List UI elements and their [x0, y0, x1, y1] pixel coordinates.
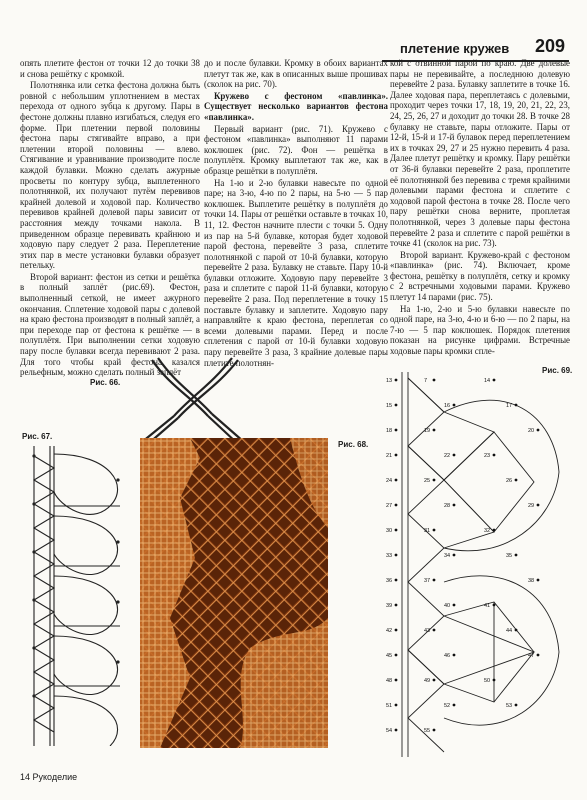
pricking-number: 41 — [484, 603, 491, 609]
pricking-number: 29 — [528, 503, 535, 509]
figure-68-lace-photo — [140, 438, 328, 748]
pricking-number: 25 — [424, 478, 431, 484]
pricking-number: 36 — [386, 578, 393, 584]
pin-hole-dot — [493, 679, 496, 682]
pricking-number: 32 — [484, 528, 491, 534]
pricking-number: 47 — [528, 653, 535, 659]
pin-hole-dot — [395, 679, 398, 682]
pin-hole-dot — [433, 629, 436, 632]
pin-hole-dot — [395, 704, 398, 707]
pricking-number: 49 — [424, 678, 431, 684]
pricking-number: 48 — [386, 678, 393, 684]
pricking-number: 28 — [444, 503, 451, 509]
pin-hole-dot — [395, 654, 398, 657]
page-header — [382, 38, 569, 58]
pin-hole-dot — [433, 479, 436, 482]
paragraph: Полотнянка или сетка фестона должна быть ровной с небольшим уплотнением в местах перехода от одного зубца к другому. Пары в фестоне должны плавно изгибаться, следуя его форме. При плетении первой половины фестона пары стягивайте вправо, а при плетении второй половины — влево. Стягивание и уравнивание производите после каждой булавки. Можно сделать ажурные просветы по контуру зубца, выплетенного полотнянкой, их получают путём перевивов крайней долевой и ходовой пар. Количество перевивов крайней долевой пары зависит от расстояния между точками накола. В приведенном образце перевивать крайнюю и ходовую пару следует 2 раза. Переплетение этих пар в месте установки булавки образует петельку. — [20, 80, 200, 271]
pin-hole-dot — [453, 604, 456, 607]
pin-hole-dot — [515, 404, 518, 407]
pricking-number: 30 — [386, 528, 393, 534]
pricking-number: 52 — [444, 703, 451, 709]
pricking-number: 43 — [424, 628, 431, 634]
pricking-number: 7 — [424, 378, 428, 384]
pin-hole-dot — [433, 379, 436, 382]
pricking-number: 38 — [528, 578, 535, 584]
pin-hole-dot — [453, 654, 456, 657]
pin-hole-dot — [395, 504, 398, 507]
pin-hole-dot — [395, 454, 398, 457]
pricking-number: 35 — [506, 553, 513, 559]
pricking-number: 37 — [424, 578, 431, 584]
pin-hole-dot — [453, 404, 456, 407]
pricking-number: 51 — [386, 703, 393, 709]
pin-hole-dot — [453, 554, 456, 557]
pin-hole-dot — [395, 579, 398, 582]
pin-hole-dot — [493, 379, 496, 382]
pin-hole-dot — [453, 454, 456, 457]
figure-69-caption: Рис. 69. — [542, 366, 573, 375]
pin-hole-dot — [515, 704, 518, 707]
section-title: плетение кружев — [400, 41, 510, 56]
figure-68-caption: Рис. 68. — [338, 440, 369, 449]
pricking-number: 24 — [386, 478, 393, 484]
paragraph: Первый вариант (рис. 71). Кружево с фестоном «павлинка» выполняют 11 парами коклюшек (рис. 72). Фон — решётка в полуплётя. Кромку выплетают так же, как в образце решётки в полуплётя. — [204, 123, 388, 176]
pricking-number: 18 — [386, 428, 393, 434]
pricking-number: 22 — [444, 453, 451, 459]
pricking-number: 42 — [386, 628, 393, 634]
pricking-number: 26 — [506, 478, 513, 484]
figure-66-bobbin-cross-diagram — [130, 356, 250, 446]
pin-hole-dot — [493, 454, 496, 457]
pin-hole-dot — [395, 604, 398, 607]
text-column-2 — [204, 58, 388, 369]
pin-hole-dot — [433, 679, 436, 682]
pricking-number: 40 — [444, 603, 451, 609]
pin-hole-dot — [453, 504, 456, 507]
pricking-number: 53 — [506, 703, 513, 709]
pin-hole-dot — [433, 429, 436, 432]
figure-67-lace-pattern-diagram — [20, 446, 135, 746]
pricking-number: 16 — [444, 403, 451, 409]
pin-hole-dot — [433, 729, 436, 732]
pin-hole-dot — [395, 529, 398, 532]
pin-hole-dot — [537, 654, 540, 657]
page-number: 209 — [534, 36, 565, 56]
figure-66-caption: Рис. 66. — [90, 378, 121, 387]
pricking-number: 23 — [484, 453, 491, 459]
pricking-number: 33 — [386, 553, 393, 559]
paragraph: Кружево с фестоном «павлинка». Существует несколько вариантов фестона «павлинка». — [204, 90, 388, 122]
pin-hole-dot — [537, 429, 540, 432]
pin-hole-dot — [395, 379, 398, 382]
paragraph: На 1-ю и 2-ю булавки навесьте по одной паре; на 3-ю, 4-ю по 2 пары, на 5-ю — 5 пар коклюшек. Выплетите решётку в полуплётя до точки 14. Пары от решётки оставьте в точках 10, 11, 12. Фестон начните плести с точки 5. Одну из пар на 5-й булавке, которая будет ходовой парой фестона, перевейте 3 раза, сплетите полотнянкой с парой от 10-й булавки, которую перевейте 2 раза. Булавку не ставьте. Пару 10-й булавки отложите. Ходовую пару перевейте 3 раза и сплетите с парой 11-й булавки, которую перевейте 2 раза. Под переплетение в точку 15 поставьте булавку и заплетите. Ходовую пару направляйте к краю фестона, переплетая со всеми долевыми парами. Перед и после сплетения с парой от 10-й булавки ходовую пару перевейте 3 раза, 3 крайние долевые пары плетите полотнян- — [204, 177, 388, 368]
pin-hole-dot — [395, 404, 398, 407]
pricking-number: 31 — [424, 528, 431, 534]
pricking-number: 17 — [506, 403, 513, 409]
pricking-number: 54 — [386, 728, 393, 734]
pricking-number: 45 — [386, 653, 393, 659]
pricking-number: 55 — [424, 728, 431, 734]
paragraph: Второй вариант: фестон из сетки и решётка в полный заплёт (рис.69). Фестон, выполненный сеткой, не имеет ажурного окончания. Сплетение ходовой пары с долевой на краю фестона производят в полный заплёт, а при переходе пар от фестона к решётке — в полуплётя. При выполнении сетки ходовую пару после булавки всегда перевивают 2 раза. Для того чтобы край фестона казался рельефным, можно сделать полный заплёт — [20, 271, 200, 378]
pin-hole-dot — [537, 579, 540, 582]
pin-hole-dot — [453, 704, 456, 707]
pin-hole-dot — [395, 729, 398, 732]
page-footer: 14 Рукоделие — [20, 772, 78, 782]
figure-69-pricking-diagram — [384, 372, 574, 757]
paragraph: Второй вариант. Кружево-край с фестоном «павлинка» (рис. 74). Включает, кроме фестона, решётку в полуплётя, сетку и кромку с 2 встречными ходовыми парами. Кружево плетут 14 парами (рис. 75). — [390, 249, 570, 303]
pin-hole-dot — [433, 529, 436, 532]
pin-hole-dot — [395, 629, 398, 632]
pricking-number: 50 — [484, 678, 491, 684]
text-column-1 — [20, 58, 200, 379]
pricking-number: 20 — [528, 428, 535, 434]
pin-hole-dot — [515, 479, 518, 482]
figure-67-caption: Рис. 67. — [22, 432, 53, 441]
pin-hole-dot — [493, 604, 496, 607]
pricking-number: 27 — [386, 503, 393, 509]
pricking-number: 44 — [506, 628, 513, 634]
pricking-number: 34 — [444, 553, 451, 559]
paragraph: до и после булавки. Кромку в обоих вариантах плетут так же, как в описанных выше прошивах (сколок на рис. 70). — [204, 58, 388, 90]
pricking-number: 46 — [444, 653, 451, 659]
pricking-number: 39 — [386, 603, 393, 609]
pin-hole-dot — [433, 579, 436, 582]
pin-hole-dot — [395, 554, 398, 557]
pricking-number: 13 — [386, 378, 393, 384]
paragraph: опять плетите фестон от точки 12 до точки 38 и снова решётку с кромкой. — [20, 58, 200, 79]
pin-hole-dot — [493, 529, 496, 532]
pricking-number: 15 — [386, 403, 393, 409]
pin-hole-dot — [395, 429, 398, 432]
pricking-number: 19 — [424, 428, 431, 434]
pin-hole-dot — [537, 504, 540, 507]
paragraph: кой с отвинной парой по краю. Две долевые пары не перевивайте, а последнюю долевую перевейте 2 раза. Булавку заплетите в точке 16. Далее ходовая пара, переплетаясь с долевыми, проходит через точки 17, 18, 19, 20, 21, 22, 23, 24, 25, 26, 27 и доходит до точки 28. В точке 28 булавку не ставьте, пары отложите. Пары от 12-й, 15-й и 17-й булавок перед переплетением их в точках 29, 27 и 25 нужно перевить 4 раза. Далее плетут решётку и кромку. Пару решётки от 36-й булавки перевейте 2 раза, проплетите её полотнянкой без перевива с тремя крайними долевыми парами фестона и сплетите с ходовой парой фестона в точке 28. После чего пару решётки снова верните, проплетая полотнянкой, через 3 долевые пары фестона перевейте 2 раза и сплетите с парой решётки в точке 41 (сколок на рис. 73). — [390, 58, 570, 249]
pin-hole-dot — [395, 479, 398, 482]
pin-hole-dot — [515, 554, 518, 557]
pricking-number: 21 — [386, 453, 393, 459]
pricking-number: 14 — [484, 378, 491, 384]
text-column-3 — [390, 58, 570, 358]
paragraph: На 1-ю, 2-ю и 5-ю булавки навесьте по одной паре, на 3-ю, 4-ю и 6-ю — по 2 пары, на 7-ю — 5 пар коклюшек. Порядок плетения показан на рисунке цифрами. Встречные ходовые пары кромки спле- — [390, 303, 570, 357]
pin-hole-dot — [515, 629, 518, 632]
